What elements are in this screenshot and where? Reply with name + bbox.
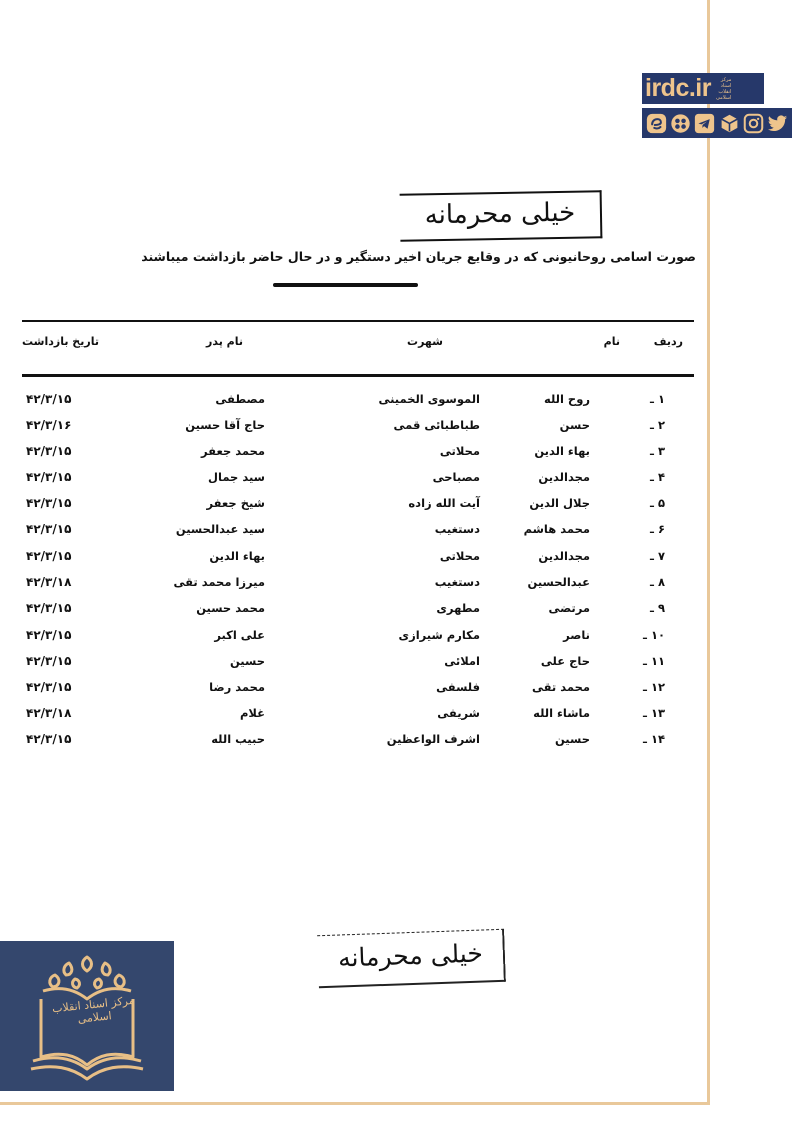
brand-subtitle-line: انقلاب (718, 88, 732, 95)
table-header-rule (22, 374, 694, 377)
brand-subtitle-line: مرکز (720, 76, 732, 83)
cell-index: ۴ ـ (650, 470, 665, 484)
cell-family: الموسوی الخمینی (378, 392, 480, 406)
cell-father: محمد رضا (209, 680, 265, 694)
cell-father: میرزا محمد تقی (173, 575, 265, 589)
table-row (0, 575, 705, 601)
institution-logo (0, 941, 174, 1091)
cell-index: ۷ ـ (650, 549, 665, 563)
cell-father: سید جمال (208, 470, 265, 484)
table-row (0, 706, 705, 732)
cell-name: محمد تقی (532, 680, 590, 694)
cell-date: ۴۲/۳/۱۵ (26, 732, 72, 746)
cell-father: حسین (229, 654, 265, 668)
brand-subtitle-line: اسناد (720, 82, 732, 89)
header-index: ردیف (653, 335, 683, 348)
cell-family: مطهری (436, 601, 480, 615)
cell-family: دستغیب (434, 522, 480, 536)
table-row (0, 418, 705, 444)
cell-date: ۴۲/۳/۱۵ (26, 470, 72, 484)
cell-name: ماشاء الله (533, 706, 590, 720)
header-name: نام (603, 335, 620, 348)
cell-name: حسین (554, 732, 590, 746)
cell-date: ۴۲/۳/۱۵ (26, 549, 72, 563)
header-date: تاریخ بازداشت (22, 335, 99, 348)
table-row (0, 496, 705, 522)
cell-family: دستغیب (434, 575, 480, 589)
logo-text: مرکز اسناد انقلاب اسلامی (51, 993, 136, 1026)
cell-family: طباطبائی قمی (393, 418, 480, 432)
twitter-icon[interactable] (767, 113, 788, 134)
cell-date: ۴۲/۳/۱۸ (26, 706, 72, 720)
subtitle-underline (273, 283, 418, 287)
cell-name: ناصر (563, 628, 590, 642)
header-father: نام پدر (206, 335, 243, 348)
cell-index: ۱۱ ـ (643, 654, 665, 668)
cell-family: آیت الله زاده (408, 496, 480, 510)
cell-name: بهاء الدین (534, 444, 590, 458)
cell-father: سید عبدالحسین (175, 522, 265, 536)
cell-name: حاج علی (540, 654, 590, 668)
cell-date: ۴۲/۳/۱۵ (26, 496, 72, 510)
cell-family: فلسفی (436, 680, 480, 694)
table-row (0, 601, 705, 627)
table-row (0, 654, 705, 680)
cell-date: ۴۲/۳/۱۵ (26, 444, 72, 458)
cell-date: ۴۲/۳/۱۵ (26, 628, 72, 642)
cell-family: اشرف الواعظین (386, 732, 480, 746)
bale-icon[interactable] (719, 113, 740, 134)
cell-father: بهاء الدین (209, 549, 265, 563)
cell-family: مصباحی (432, 470, 480, 484)
cell-date: ۴۲/۳/۱۵ (26, 601, 72, 615)
table-row (0, 628, 705, 654)
cell-name: عبدالحسین (527, 575, 590, 589)
cell-father: حبیب الله (211, 732, 265, 746)
cell-index: ۶ ـ (650, 522, 665, 536)
cell-name: محمد هاشم (523, 522, 590, 536)
cell-family: محلاتی (439, 549, 480, 563)
table-row (0, 732, 705, 758)
cell-father: حاج آقا حسین (185, 418, 265, 432)
footer-classification-stamp: خیلی محرمانه (317, 929, 506, 988)
frame-vertical-line (707, 0, 710, 1104)
brand-domain: irdc.ir (645, 74, 711, 102)
cell-date: ۴۲/۳/۱۵ (26, 522, 72, 536)
cell-family: محلاتی (439, 444, 480, 458)
table-row (0, 444, 705, 470)
cell-index: ۱۰ ـ (643, 628, 665, 642)
cell-index: ۵ ـ (650, 496, 665, 510)
cell-family: شریفی (437, 706, 480, 720)
cell-index: ۱۴ ـ (643, 732, 665, 746)
cell-date: ۴۲/۳/۱۵ (26, 392, 72, 406)
cell-father: محمد حسین (196, 601, 265, 615)
table-row (0, 470, 705, 496)
cell-family: مکارم شیرازی (398, 628, 480, 642)
cell-date: ۴۲/۳/۱۵ (26, 680, 72, 694)
instagram-icon[interactable] (743, 113, 764, 134)
table-row (0, 549, 705, 575)
cell-index: ۲ ـ (650, 418, 665, 432)
brand-subtitle (716, 77, 731, 101)
cell-date: ۴۲/۳/۱۶ (26, 418, 72, 432)
table-top-rule (22, 320, 694, 322)
cell-father: غلام (239, 706, 265, 720)
cell-father: مصطفی (215, 392, 265, 406)
cell-index: ۳ ـ (650, 444, 665, 458)
cell-date: ۴۲/۳/۱۵ (26, 654, 72, 668)
cell-family: املائی (444, 654, 480, 668)
cell-name: جلال الدین (529, 496, 590, 510)
cell-name: مجدالدین (538, 549, 590, 563)
table-row (0, 522, 705, 548)
cell-index: ۱ ـ (650, 392, 665, 406)
cell-name: مرتضی (548, 601, 590, 615)
cell-index: ۹ ـ (650, 601, 665, 615)
cell-father: شیخ جعفر (206, 496, 265, 510)
header-family: شهرت (407, 335, 443, 348)
cell-father: علی اکبر (214, 628, 265, 642)
brand-subtitle-line: اسلامی (715, 94, 732, 101)
cell-date: ۴۲/۳/۱۸ (26, 575, 72, 589)
cell-name: حسن (559, 418, 590, 432)
document-subtitle: صورت اسامی روحانیونی که در وقایع جریان اخیر دستگیر و در حال حاضر بازداشت میباشند (141, 249, 696, 264)
cell-name: روح الله (544, 392, 590, 406)
cell-index: ۸ ـ (650, 575, 665, 589)
cell-index: ۱۲ ـ (643, 680, 665, 694)
table-row (0, 680, 705, 706)
frame-horizontal-line (0, 1102, 710, 1105)
classification-stamp: خیلی محرمانه (400, 190, 603, 242)
cell-name: مجدالدین (538, 470, 590, 484)
cell-index: ۱۳ ـ (643, 706, 665, 720)
table-row (0, 392, 705, 418)
cell-father: محمد جعفر (201, 444, 265, 458)
